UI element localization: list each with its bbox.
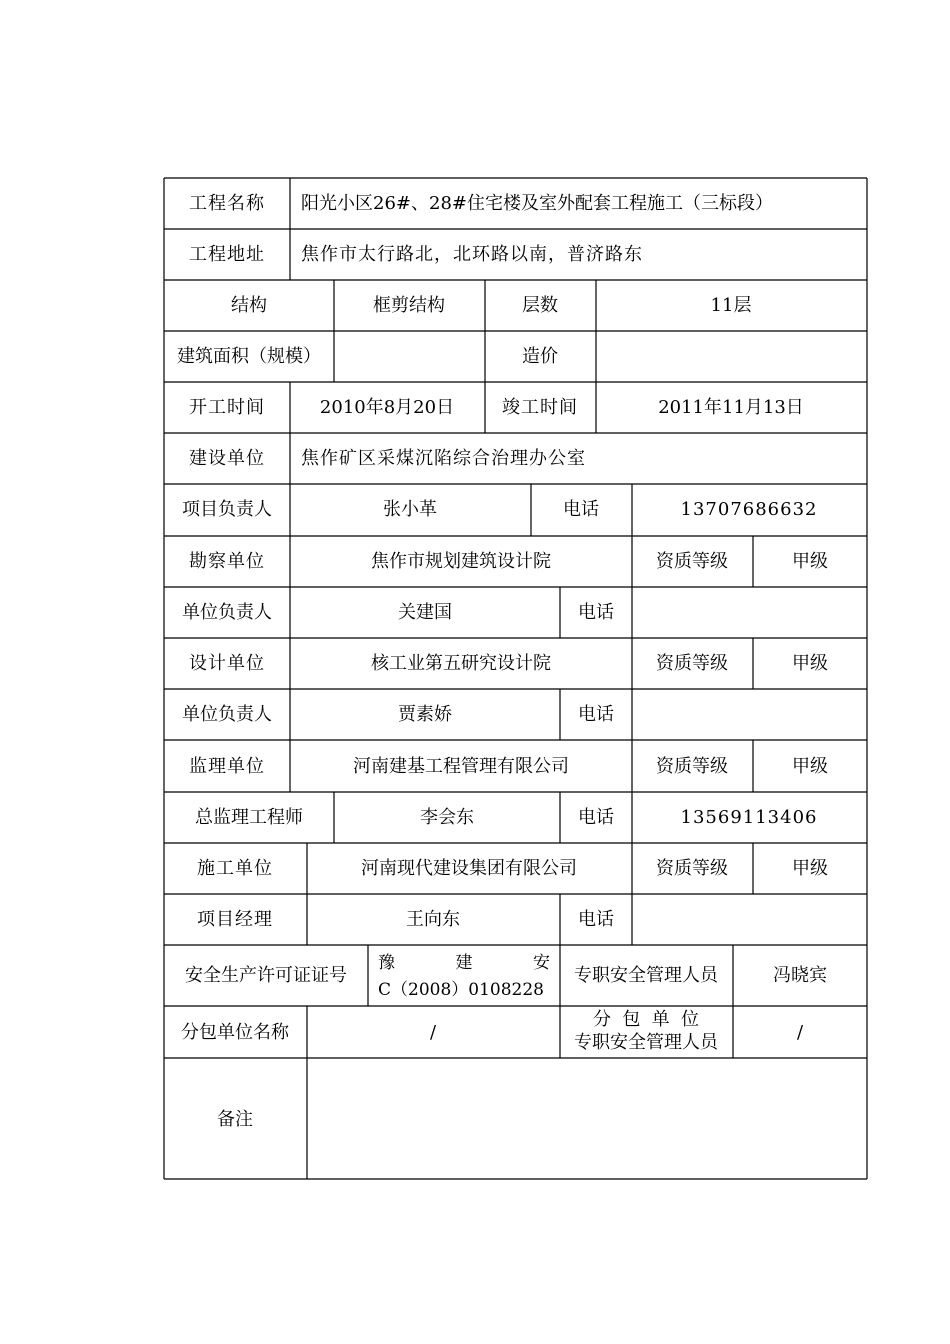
- structure-label: 结构: [231, 295, 267, 316]
- pm-value: 张小革: [383, 499, 437, 520]
- contractor-value: 河南现代建设集团有限公司: [361, 858, 577, 879]
- survey-qual-label: 资质等级: [656, 551, 728, 572]
- survey-head-value: 关建国: [398, 602, 452, 623]
- area-label: 建筑面积（规模）: [177, 346, 321, 367]
- survey-value: 焦作市规划建筑设计院: [371, 551, 551, 572]
- contractor-label: 施工单位: [197, 858, 273, 879]
- chief-phone-value: 13569113406: [680, 807, 818, 828]
- supervise-label: 监理单位: [189, 756, 265, 777]
- sub-safety-char-2: 包: [622, 1009, 641, 1030]
- survey-qual-value: 甲级: [792, 551, 828, 572]
- design-qual-value: 甲级: [792, 653, 828, 674]
- survey-label: 勘察单位: [189, 551, 265, 572]
- design-label: 设计单位: [189, 653, 265, 674]
- license-char-1: 豫: [378, 953, 395, 973]
- manager-value: 王向东: [406, 909, 460, 930]
- sub-safety-char-3: 单: [651, 1009, 670, 1030]
- supervise-value: 河南建基工程管理有限公司: [353, 756, 569, 777]
- design-head-label: 单位负责人: [182, 704, 272, 725]
- manager-phone-label: 电话: [578, 909, 614, 930]
- floors-value: 11层: [710, 295, 752, 316]
- start-date: 2010年8月20日: [319, 397, 455, 418]
- project-name-label: 工程名称: [189, 193, 265, 214]
- owner-label: 建设单位: [189, 448, 265, 469]
- sub-safety-label-1: [593, 1011, 699, 1029]
- finish-date: 2011年11月13日: [658, 397, 804, 418]
- chief-label: 总监理工程师: [195, 807, 303, 828]
- project-name-value: 阳光小区26#、28#住宅楼及室外配套工程施工（三标段）: [301, 193, 773, 214]
- license-line-2: C（2008）0108228: [378, 980, 544, 1000]
- contractor-qual-label: 资质等级: [656, 858, 728, 879]
- license-line-1: [378, 955, 550, 972]
- pm-phone-value: 13707686632: [680, 499, 818, 520]
- license-char-2: 建: [455, 953, 473, 973]
- pm-label: 项目负责人: [182, 499, 272, 520]
- sub-safety-value: /: [796, 1022, 804, 1043]
- remarks-label: 备注: [217, 1109, 253, 1130]
- address-value: 焦作市太行路北，北环路以南，普济路东: [301, 244, 643, 265]
- address-label: 工程地址: [189, 244, 265, 265]
- design-phone-label: 电话: [578, 704, 614, 725]
- chief-phone-label: 电话: [578, 807, 614, 828]
- survey-phone-label: 电话: [578, 602, 614, 623]
- safety-officer-label: 专职安全管理人员: [574, 965, 718, 986]
- design-head-value: 贾素娇: [398, 704, 452, 725]
- chief-value: 李会东: [420, 807, 474, 828]
- sub-safety-char-4: 位: [680, 1009, 699, 1030]
- sub-label: 分包单位名称: [181, 1022, 289, 1043]
- license-label: 安全生产许可证证号: [185, 965, 347, 986]
- license-char-3: 安: [533, 953, 550, 973]
- survey-head-label: 单位负责人: [182, 602, 272, 623]
- design-value: 核工业第五研究设计院: [371, 653, 551, 674]
- finish-label: 竣工时间: [502, 397, 578, 418]
- start-label: 开工时间: [189, 397, 265, 418]
- design-qual-label: 资质等级: [656, 653, 728, 674]
- owner-value: 焦作矿区采煤沉陷综合治理办公室: [301, 448, 586, 469]
- structure-value: 框剪结构: [373, 295, 445, 316]
- contractor-qual-value: 甲级: [792, 858, 828, 879]
- supervise-qual-value: 甲级: [792, 756, 828, 777]
- sub-value: /: [429, 1022, 437, 1043]
- manager-label: 项目经理: [197, 909, 273, 930]
- pm-phone-label: 电话: [563, 499, 599, 520]
- floors-label: 层数: [522, 295, 558, 316]
- cost-label: 造价: [522, 346, 558, 367]
- safety-officer-value: 冯晓宾: [773, 965, 827, 986]
- sub-safety-label-2: 专职安全管理人员: [574, 1032, 718, 1053]
- supervise-qual-label: 资质等级: [656, 756, 728, 777]
- sub-safety-char-1: 分: [593, 1009, 611, 1030]
